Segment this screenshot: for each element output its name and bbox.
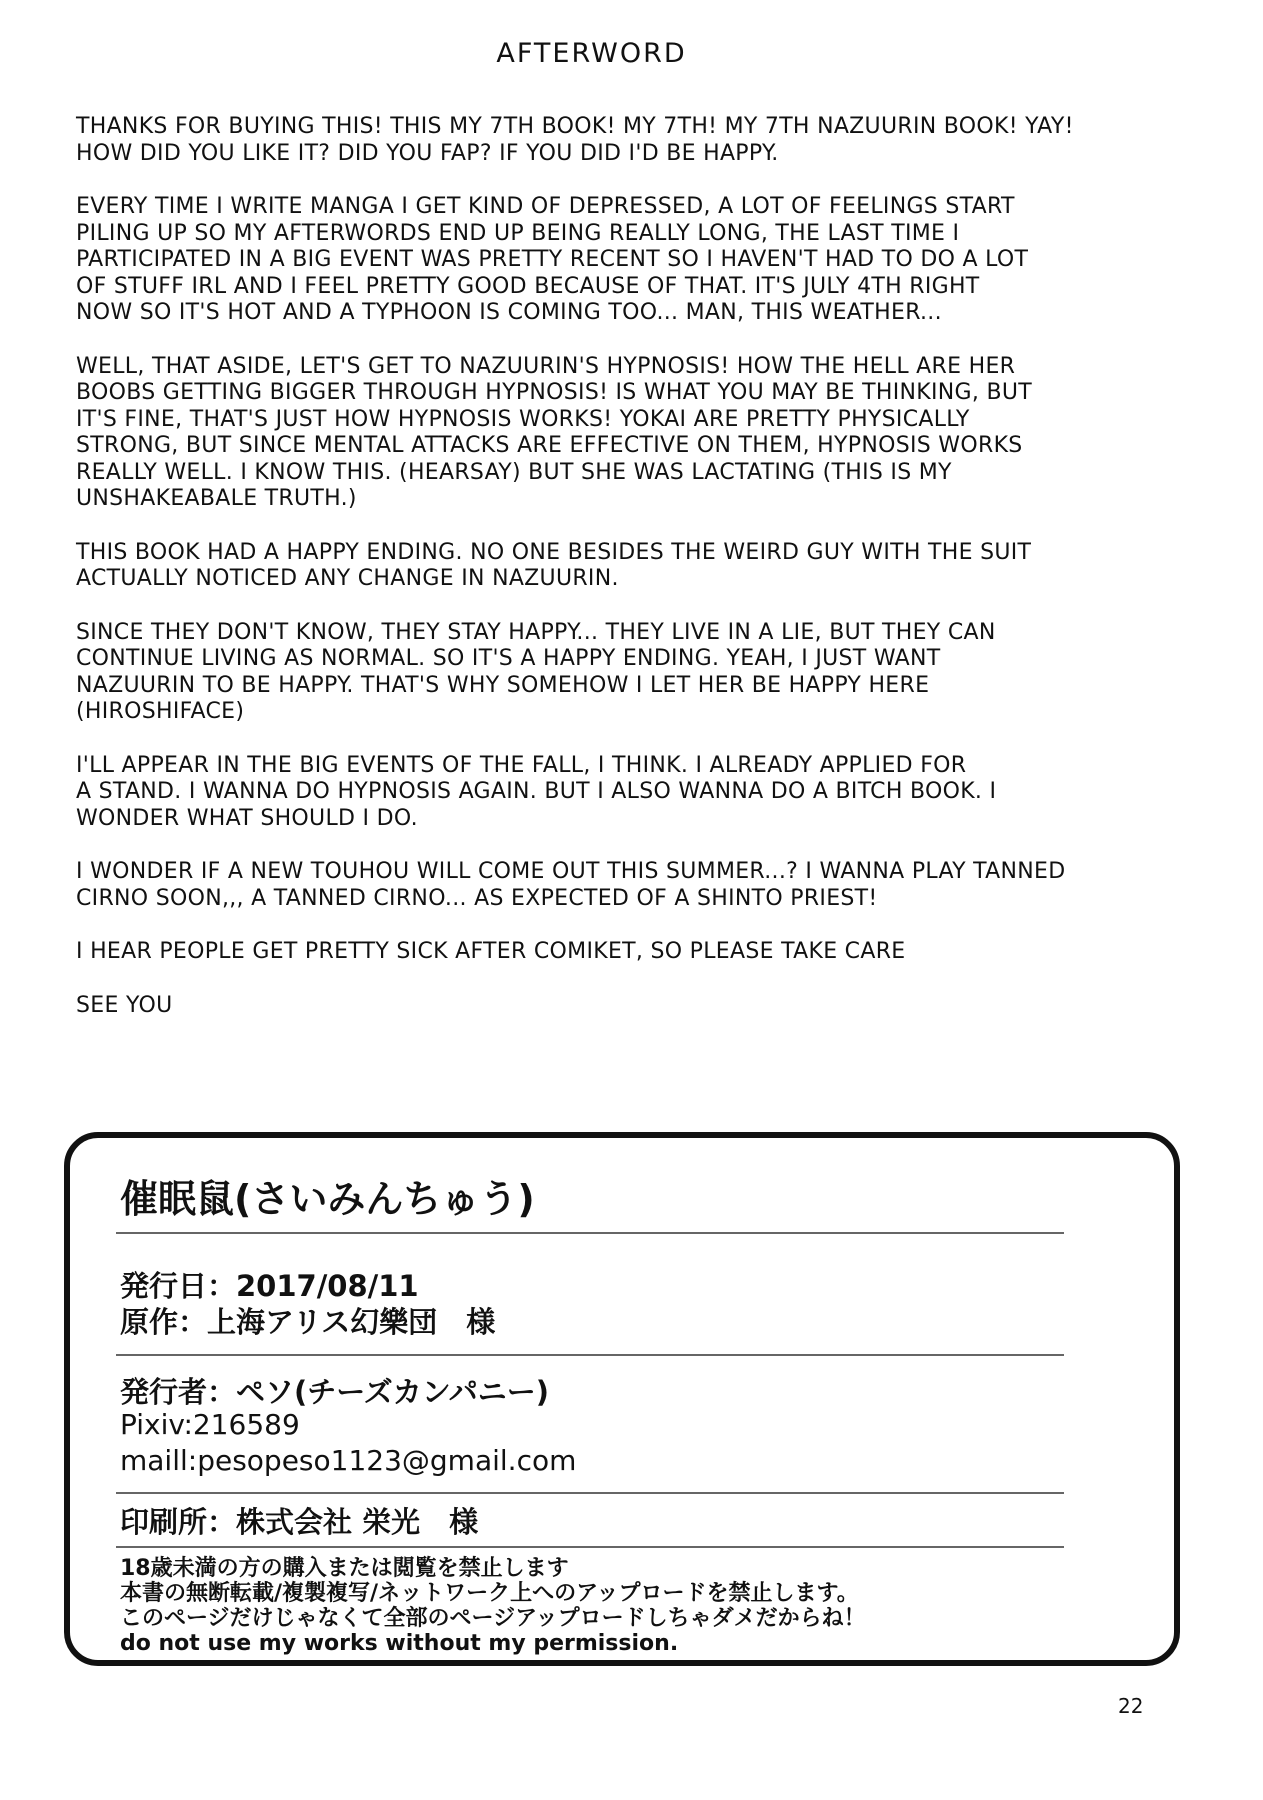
afterword-paragraph (76, 620, 1196, 726)
afterword-paragraph (76, 993, 1196, 1020)
notice-line: 18歳未満の方の購入または閲覧を禁止します (120, 1556, 569, 1581)
afterword-line: (HIROSHIFACE) (76, 699, 245, 724)
afterword-line: I'LL APPEAR IN THE BIG EVENTS OF THE FALL, I THINK. I ALREADY APPLIED FOR (76, 752, 967, 778)
afterword-title: AFTERWORD (496, 38, 687, 69)
afterword-paragraph (76, 194, 1196, 327)
afterword-paragraph (76, 354, 1196, 513)
divider (116, 1546, 1064, 1548)
page-number: 22 (1118, 1694, 1144, 1718)
original-work: 原作：上海アリス幻樂団 様 (120, 1305, 496, 1339)
afterword-line: WELL, THAT ASIDE, LET'S GET TO NAZUURIN'S HYPNOSIS! HOW THE HELL ARE HER (76, 353, 1016, 379)
afterword-line: NOW SO IT'S HOT AND A TYPHOON IS COMING TOO... MAN, THIS WEATHER... (76, 300, 942, 325)
printer: 印刷所：株式会社 栄光 様 (120, 1505, 479, 1539)
afterword-line: IT'S FINE, THAT'S JUST HOW HYPNOSIS WORKS! YOKAI ARE PRETTY PHYSICALLY (76, 406, 970, 432)
afterword-line: HOW DID YOU LIKE IT? DID YOU FAP? IF YOU DID I'D BE HAPPY. (76, 140, 779, 166)
afterword-line: NAZUURIN TO BE HAPPY. THAT'S WHY SOMEHOW I LET HER BE HAPPY HERE (76, 672, 930, 698)
notice-line: do not use my works without my permission. (120, 1631, 679, 1656)
afterword-line: REALLY WELL. I KNOW THIS. (HEARSAY) BUT SHE WAS LACTATING (THIS IS MY (76, 459, 952, 485)
afterword-line: OF STUFF IRL AND I FEEL PRETTY GOOD BECAUSE OF THAT. IT'S JULY 4TH RIGHT (76, 273, 980, 299)
afterword-paragraph (76, 114, 1196, 167)
afterword-paragraph (76, 859, 1196, 912)
afterword-paragraph (76, 753, 1196, 833)
release-date: 発行日：2017/08/11 (120, 1269, 419, 1303)
afterword-line: SEE YOU (76, 992, 173, 1018)
afterword-paragraph (76, 540, 1196, 593)
afterword-body (76, 114, 1196, 1046)
notice-line: 本書の無断転載/複製複写/ネットワーク上へのアップロードを禁止します。 (120, 1581, 859, 1606)
afterword-line: A STAND. I WANNA DO HYPNOSIS AGAIN. BUT I ALSO WANNA DO A BITCH BOOK. I (76, 779, 997, 804)
colophon-box (64, 1132, 1180, 1666)
afterword-line: SINCE THEY DON'T KNOW, THEY STAY HAPPY... THEY LIVE IN A LIE, BUT THEY CAN (76, 619, 996, 645)
divider (116, 1492, 1064, 1494)
publisher: 発行者：ペソ(チーズカンパニー) (120, 1375, 550, 1409)
divider (116, 1232, 1064, 1234)
afterword-line: I WONDER IF A NEW TOUHOU WILL COME OUT THIS SUMMER...? I WANNA PLAY TANNED (76, 859, 1066, 884)
afterword-line: I HEAR PEOPLE GET PRETTY SICK AFTER COMIKET, SO PLEASE TAKE CARE (76, 939, 906, 964)
afterword-line: BOOBS GETTING BIGGER THROUGH HYPNOSIS! IS WHAT YOU MAY BE THINKING, BUT (76, 380, 1032, 405)
afterword-line: ACTUALLY NOTICED ANY CHANGE IN NAZUURIN. (76, 566, 619, 591)
afterword-line: STRONG, BUT SINCE MENTAL ATTACKS ARE EFFECTIVE ON THEM, HYPNOSIS WORKS (76, 433, 1023, 458)
divider (116, 1354, 1064, 1356)
contact-email: maill:pesopeso1123@gmail.com (120, 1444, 577, 1477)
afterword-line: PARTICIPATED IN A BIG EVENT WAS PRETTY RECENT SO I HAVEN'T HAD TO DO A LOT (76, 247, 1029, 272)
afterword-line: UNSHAKEABALE TRUTH.) (76, 486, 357, 511)
notice-line: このページだけじゃなくて全部のページアップロードしちゃダメだからね！ (120, 1606, 866, 1631)
afterword-line: PILING UP SO MY AFTERWORDS END UP BEING REALLY LONG, THE LAST TIME I (76, 220, 960, 246)
afterword-line: CIRNO SOON,,, A TANNED CIRNO... AS EXPECTED OF A SHINTO PRIEST! (76, 885, 878, 911)
book-title: 催眠鼠(さいみんちゅう) (120, 1177, 535, 1221)
afterword-line: THIS BOOK HAD A HAPPY ENDING. NO ONE BESIDES THE WEIRD GUY WITH THE SUIT (76, 539, 1032, 565)
afterword-paragraph (76, 939, 1196, 966)
afterword-line: THANKS FOR BUYING THIS! THIS MY 7TH BOOK! MY 7TH! MY 7TH NAZUURIN BOOK! YAY! (76, 114, 1074, 139)
afterword-line: WONDER WHAT SHOULD I DO. (76, 805, 418, 831)
pixiv-id: Pixiv:216589 (120, 1408, 300, 1441)
afterword-line: EVERY TIME I WRITE MANGA I GET KIND OF DEPRESSED, A LOT OF FEELINGS START (76, 194, 1015, 219)
afterword-line: CONTINUE LIVING AS NORMAL. SO IT'S A HAPPY ENDING. YEAH, I JUST WANT (76, 646, 941, 671)
